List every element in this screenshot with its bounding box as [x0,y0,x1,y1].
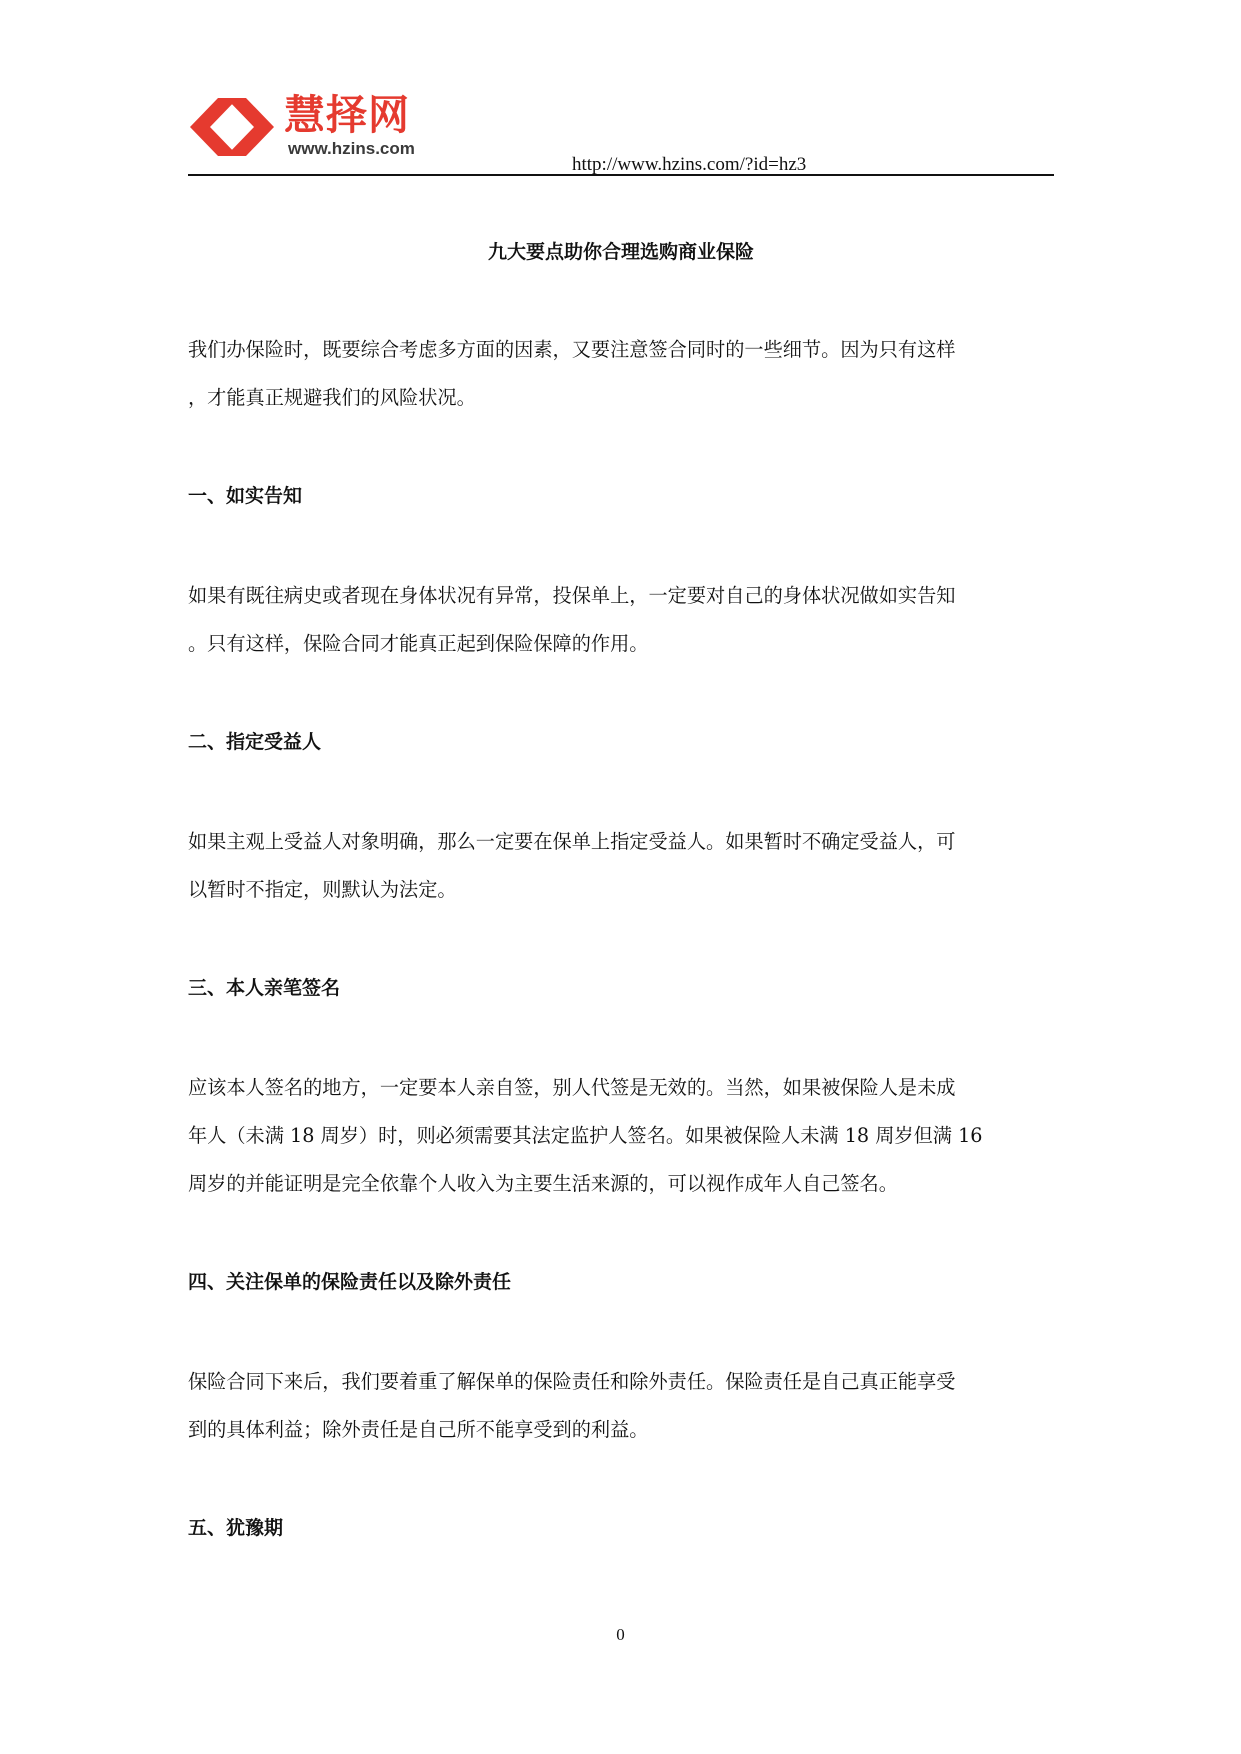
section-heading: 四、关注保单的保险责任以及除外责任 [188,1271,512,1293]
paragraph-line: 如果有既往病史或者现在身体状况有异常，投保单上，一定要对自己的身体状况做如实告知 [188,584,956,607]
paragraph-line: 我们办保险时，既要综合考虑多方面的因素，又要注意签合同时的一些细节。因为只有这样 [188,338,956,361]
paragraph-line: 保险合同下来后，我们要着重了解保单的保险责任和除外责任。保险责任是自己真正能享受 [188,1370,956,1393]
paragraph-line: 以暂时不指定，则默认为法定。 [188,878,457,901]
page-header [188,92,1054,178]
section-paragraph [188,1358,1054,1454]
paragraph-line: 。只有这样，保险合同才能真正起到保险保障的作用。 [188,632,649,655]
paragraph-line: 周岁的并能证明是完全依靠个人收入为主要生活来源的，可以视作成年人自己签名。 [188,1172,898,1195]
hzins-logo-icon [188,92,276,162]
intro-paragraph [188,326,1054,422]
section-paragraph [188,818,1054,914]
section-heading: 三、本人亲笔签名 [188,977,341,999]
document-body [188,232,1054,1604]
logo-brand-name: 慧择网 [284,91,410,139]
section-heading: 二、指定受益人 [188,731,322,753]
document-title: 九大要点助你合理选购商业保险 [487,241,754,263]
paragraph-line: ，才能真正规避我们的风险状况。 [188,386,476,409]
section-paragraph [188,1064,1054,1208]
section-paragraph [188,572,1054,668]
paragraph-line: 如果主观上受益人对象明确，那么一定要在保单上指定受益人。如果暂时不确定受益人，可 [188,830,956,853]
page-number: 0 [616,1625,625,1644]
paragraph-line: 应该本人签名的地方，一定要本人亲自签，别人代签是无效的。当然，如果被保险人是未成 [188,1076,956,1099]
header-divider [188,174,1054,176]
logo-website: www.hzins.com [288,139,415,158]
paragraph-line: 到的具体利益；除外责任是自己所不能享受到的利益。 [188,1418,649,1441]
section-heading: 一、如实告知 [188,485,303,507]
header-url-link[interactable]: http://www.hzins.com/?id=hz3 [572,154,807,175]
section-heading: 五、犹豫期 [188,1517,284,1539]
paragraph-line: 年人（未满 18 周岁）时，则必须需要其法定监护人签名。如果被保险人未满 18 周岁但满 16 [188,1124,983,1147]
